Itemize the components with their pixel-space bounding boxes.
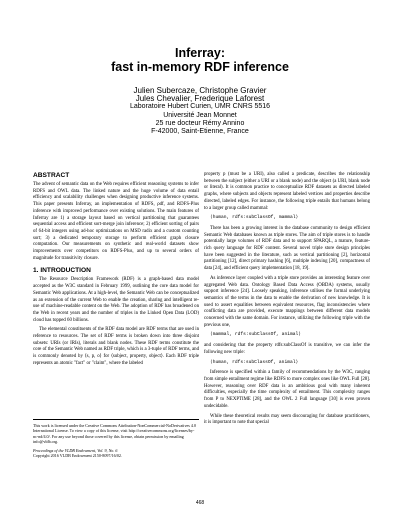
- body-paragraph: property p (must be a URI), also called a predicate, describes the relationship between the subject (either a URI or a blank node) and the object (a URI, blank node or literal). It is common practice to conceptualize RDF datasets as directed labeled graphs, where subjects and objects represent labeled vertices and properties describe directed, labeled edges. For instance, the following triple entails that humans belong to a larger group called mammal:: [204, 172, 370, 211]
- authors-line-2: Jules Chevalier, Frederique Laforest: [135, 94, 265, 104]
- author-block: [0, 87, 400, 136]
- copyright-line: Copyright 2016 VLDB Endowment 2150-8097/16/02.: [33, 453, 122, 459]
- triple-example-1: ⟨human, rdfs:subClassOf, mammal⟩: [210, 215, 299, 221]
- affiliation-line: 25 rue docteur Rémy Annino: [155, 119, 245, 127]
- triple-example-2: ⟨mammal, rdfs:subClassOf, animal⟩: [210, 332, 301, 338]
- body-paragraph: While these theoretical results may seem discouraging for database practitioners, it is important to note that special: [204, 413, 370, 426]
- body-paragraph: and considering that the property rdfs:subClassOf is transitive, we can infer the following new triple:: [204, 343, 370, 355]
- license-footnote: [33, 419, 199, 458]
- body-paragraph: Inference is specified within a family of recommendations by the W3C, ranging from simple entailment regime like RDFS to more complex ones like OWL Full [28]. However, reasoning over RDF data is an ambitious goal with many inherent difficulties, especially the time complexity of entailment. This complexity ranges from P to NEXPTIME [28], and the OWL 2 Full language [30] is even proven undecidable.: [204, 370, 370, 409]
- abstract-heading: ABSTRACT: [33, 172, 70, 179]
- title-line-1: Inferray:: [174, 46, 226, 60]
- abstract-text: The advent of semantic data on the Web requires efficient reasoning systems to infer RDFS and OWL data. The linked nature and the huge volume of data entail efficiency and scalability challenges when designing productive inference systems. This paper presents Inferray, an implementation of RDFS, ρdf, and RDFS-Plus inference with improved performance over existing solutions. The main features of Inferray are 1) a storage layout based on vertical partitioning that guarantees sequential access and efficient sort-merge join inference; 2) efficient sorting of pairs of 64-bit integers using ad-hoc optimizations on MSD radix and a custom counting sort; 3) a dedicated temporary storage to perform efficient graph closure computation. Our measurements on synthetic and real-world datasets show improvements over competitors on RDFS-Plus, and up to several orders of magnitude for transitivity closure.: [33, 182, 199, 261]
- body-paragraph: There has been a growing interest in the database community to design efficient Semantic Web databases known as triple stores. The aim of triple stores is to handle potentially large volumes of RDF data and to support SPARQL, a mature, feature-rich query language for RDF content. Several novel triple store design principles have been suggested in the literature, such as vertical partitioning [2], horizontal partitioning [12], direct primary hashing [6], multiple indexing [20], compactness of data [24], and efficient query implementation [18, 19].: [204, 225, 370, 272]
- left-column: [33, 172, 199, 371]
- affiliation-line: F-42000, Saint-Etienne, France: [151, 128, 249, 136]
- proceedings-line: Proceedings of the VLDB Endowment, Vol. 9, No. 6: [33, 447, 118, 453]
- intro-paragraph-2: The elemental constituents of the RDF data model are RDF terms that are used in reference to resources. The set of RDF terms is broken down into three disjoint subsets: URIs (or IRIs), literals and blank nodes. These RDF terms constitute the core of the Semantic Web named as RDF triple, which is a 3-tuple of RDF terms, and is commonly denoted by ⟨s, p, o⟩ for ⟨subject, property, object⟩. Each RDF triple represents an atomic "fact" or "claim", where the labeled: [33, 327, 199, 366]
- triple-example-3: ⟨human, rdfs:subClassOf, animal⟩: [210, 359, 299, 365]
- authors-line-1: Julien Subercaze, Christophe Gravier: [133, 86, 267, 95]
- body-paragraph: As inference layer coupled with a triple store provides an interesting feature over aggregated Web data. Ontology Based Data Access (OBDA) systems, usually support inference [24]. Loosely speaking, inference utilises the formal underlying semantics of the terms in the data to enable the derivation of new knowledge. It is used to assert equalities between equivalent resources, flag inconsistencies where conflicting data are provided, execute mappings between different data models concerned with the same domain. For instance, utilizing the following triple with the previous one,: [204, 275, 370, 328]
- right-column: [204, 172, 370, 430]
- license-text: This work is licensed under the Creative Commons Attribution-NonCommercial-NoDerivatives 4.0 International License. To view a copy of this license, visit http://creativecommons.org/licenses/by-nc-nd/4.0/. For any use beyond those covered by this license, obtain permission by emailing info@vldb.org.: [33, 423, 197, 445]
- page-number: 468: [195, 500, 205, 506]
- affiliation-line: Laboratoire Hubert Curien, UMR CNRS 5516: [129, 103, 271, 111]
- intro-paragraph-1: The Resource Description Framework (RDF) is a graph-based data model accepted as the W3C standard in February 1999, outlining the core data model for Semantic Web applications. At a high-level, the Semantic Web can be conceptualized as an extension of the current Web to enable the creation, sharing and intelligent re-use of machine-readable content on the Web. The adoption of RDF has broadened on the Web in recent years and the number of triples in the Linked Open Data (LOD) cloud has topped 60 billions.: [33, 277, 199, 323]
- introduction-heading: 1. INTRODUCTION: [33, 267, 91, 275]
- title-line-2: fast in-memory RDF inference: [111, 60, 289, 74]
- paper-title: [0, 46, 400, 74]
- affiliation-line: Université Jean Monnet: [163, 111, 237, 119]
